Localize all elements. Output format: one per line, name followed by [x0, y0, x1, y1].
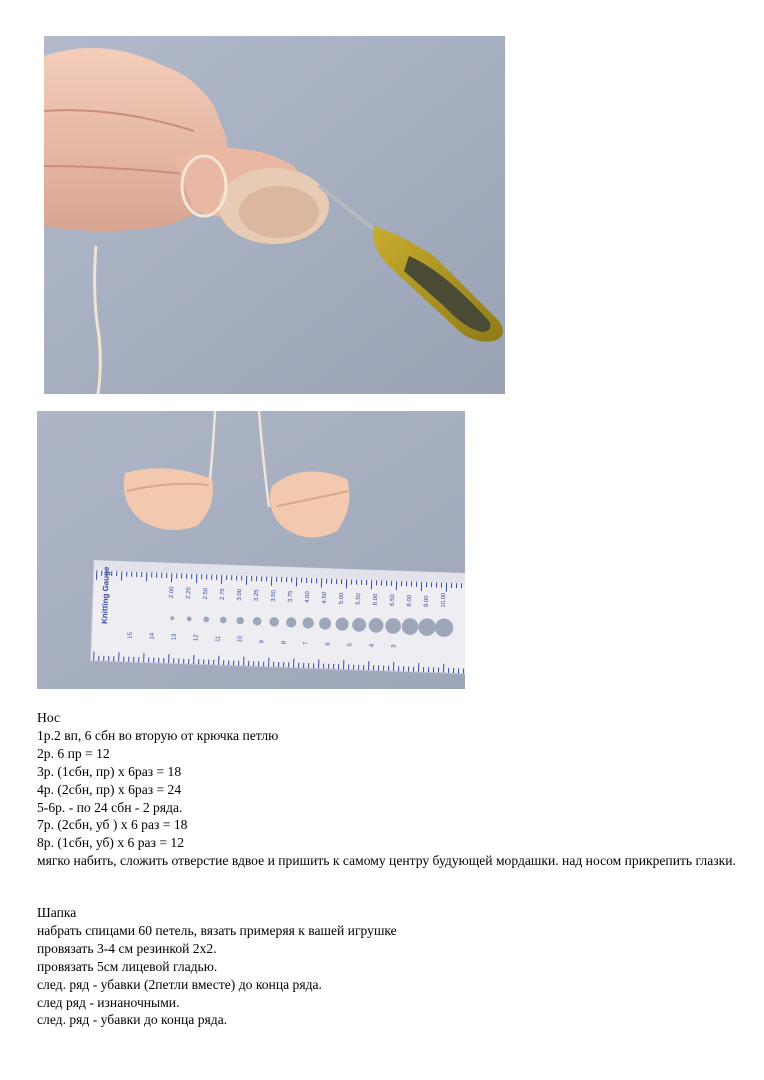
ruler-size-label: 10.00 — [440, 592, 448, 608]
ruler-number-label: 5 — [347, 643, 354, 647]
ruler-size-label: 5.00 — [338, 592, 346, 605]
nose-section — [37, 709, 737, 870]
ruler-size-label: 5.50 — [355, 592, 363, 605]
ruler-number-label: 12 — [193, 634, 200, 642]
hat-step-2: провязать 3-4 см резинкой 2х2. — [37, 940, 217, 956]
crochet-hook-photo-drawing — [44, 36, 505, 394]
ruler-number-label: 7 — [303, 641, 310, 646]
ruler-size-label: 2.75 — [219, 588, 227, 601]
ruler-number-label: 6 — [325, 642, 332, 646]
ruler-size-label: 4.50 — [321, 591, 329, 604]
hat-step-5: след ряд - изнаночными. — [37, 994, 180, 1010]
nose-step-2: 2р. 6 пр = 12 — [37, 745, 110, 761]
nose-step-3: 3р. (1сбн, пр) х 6раз = 18 — [37, 763, 182, 779]
ruler-size-label: 2.00 — [168, 586, 176, 599]
ruler-number-label: 14 — [149, 632, 156, 640]
ruler-size-label: 6.00 — [372, 593, 380, 606]
ruler-number-label: 11 — [215, 635, 222, 642]
hat-step-6: след. ряд - убавки до конца ряда. — [37, 1012, 228, 1028]
ruler-number-label: 4 — [369, 643, 376, 648]
hat-section — [37, 904, 737, 1029]
ruler-size-label: 4.00 — [304, 591, 312, 604]
ruler-size-label: 6.50 — [389, 594, 397, 607]
nose-step-4: 4р. (2сбн, пр) х 6раз = 24 — [37, 781, 182, 797]
hat-step-3: провязать 5см лицевой гладью. — [37, 958, 218, 974]
ruler-size-label: 3.50 — [270, 589, 278, 602]
nose-step-5: 5-6р. - по 24 сбн - 2 ряда. — [37, 799, 183, 815]
noses-gauge-photo-drawing — [37, 411, 465, 689]
nose-step-1: 1р.2 вп, 6 сбн во вторую от крючка петлю — [37, 727, 279, 743]
nose-step-7: 8р. (1сбн, уб) х 6 раз = 12 — [37, 835, 185, 851]
hat-title: Шапка — [37, 905, 77, 920]
nose-step-6: 7р. (2сбн, уб ) х 6 раз = 18 — [37, 817, 188, 833]
ruler-size-label: 9.00 — [423, 595, 431, 608]
ruler-number-label: 3 — [391, 644, 398, 649]
ruler-size-label: 8.00 — [406, 594, 414, 607]
ruler-size-label: 3.00 — [236, 588, 244, 601]
nose-title: Нос — [37, 710, 60, 725]
ruler-label: Knitting Gauge — [99, 566, 111, 625]
noses-gauge-photo — [37, 411, 465, 689]
hat-step-1: набрать спицами 60 петель, вязать примеряя к вашей игрушке — [37, 922, 397, 938]
ruler-size-label: 2.50 — [202, 587, 210, 600]
ruler-size-label: 3.75 — [287, 590, 295, 603]
hat-step-4: след. ряд - убавки (2петли вместе) до конца ряда. — [37, 976, 322, 992]
ruler-number-label: 15 — [127, 632, 134, 639]
nose-note: мягко набить, сложить отверстие вдвое и пришить к самому центру будующей мордашки. над носом прикрепить глазки. — [37, 853, 736, 869]
ruler-number-label: 13 — [171, 633, 178, 641]
ruler-size-label: 3.25 — [253, 589, 261, 602]
crochet-hook-photo — [44, 36, 505, 394]
ruler-number-label: 9 — [259, 639, 266, 644]
ruler-size-label: 2.25 — [185, 587, 193, 599]
ruler-number-label: 8 — [281, 640, 288, 645]
ruler-number-label: 10 — [237, 635, 244, 643]
knitting-gauge-ruler — [91, 560, 465, 673]
